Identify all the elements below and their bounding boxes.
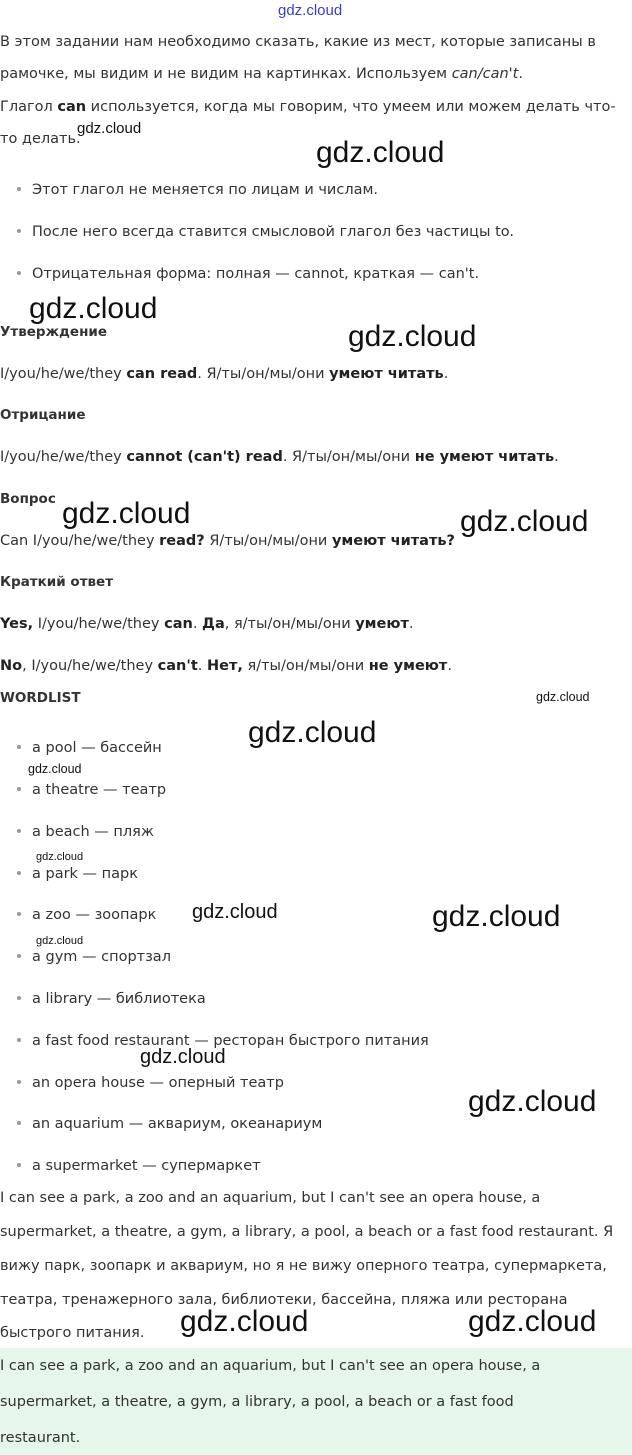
word-text: a park — парк — [32, 866, 138, 882]
watermark: gdz.cloud — [29, 292, 158, 325]
watermark: gdz.cloud — [348, 320, 477, 353]
example-bold: can — [164, 616, 193, 632]
example-bold: Yes, — [0, 616, 34, 632]
intro-line-3 — [0, 99, 616, 115]
negative-heading: Отрицание — [0, 407, 86, 423]
question-heading: Вопрос — [0, 491, 56, 507]
example-text: Can I/you/he/we/they — [0, 533, 160, 549]
bullet-dot-icon — [17, 1080, 21, 1084]
example-bold: умеют читать — [329, 366, 444, 382]
example-bold: No — [0, 658, 23, 674]
example-bold: can read — [126, 366, 198, 382]
negative-example — [0, 449, 559, 465]
word-text: a gym — спортзал — [32, 949, 171, 965]
example-text: , I/you/he/we/they — [22, 658, 158, 674]
bullet-dot-icon — [17, 912, 21, 916]
watermark: gdz.cloud — [28, 762, 82, 776]
wordlist-item — [17, 782, 166, 798]
word-text: a library — библиотека — [32, 991, 206, 1007]
example-bold: не умеют читать — [414, 449, 555, 465]
wordlist-heading: WORDLIST — [0, 690, 81, 706]
watermark: gdz.cloud — [536, 690, 590, 704]
bullet-dot-icon — [17, 271, 21, 275]
example-bold: read? — [159, 533, 205, 549]
word-text: a supermarket — супермаркет — [32, 1158, 261, 1174]
solution-line: театра, тренажерного зала, библиотеки, бассейна, пляжа или ресторана — [0, 1292, 568, 1308]
bullet-dot-icon — [17, 871, 21, 875]
solution-line: вижу парк, зоопарк и аквариум, но я не вижу оперного театра, супермаркета, — [0, 1258, 607, 1274]
watermark: gdz.cloud — [180, 1305, 309, 1338]
word-text: an opera house — оперный театр — [32, 1075, 284, 1091]
affirm-example — [0, 366, 448, 382]
wordlist-item — [17, 1158, 261, 1174]
example-bold: умеют — [355, 616, 409, 632]
short-answer-no — [0, 658, 452, 674]
solution-line: I can see a park, a zoo and an aquarium, but I can't see an opera house, a — [0, 1190, 541, 1206]
example-text: . Я/ты/он/мы/они — [197, 366, 330, 382]
bullet-dot-icon — [17, 996, 21, 1000]
example-text: , я/ты/он/мы/они — [224, 616, 356, 632]
rule-item — [17, 224, 514, 240]
word-text: a beach — пляж — [32, 824, 154, 840]
example-text: . — [197, 658, 207, 674]
example-text: I/you/he/we/they — [0, 449, 127, 465]
affirm-heading: Утверждение — [0, 324, 108, 340]
word-text: a pool — бассейн — [32, 740, 162, 756]
word-text: a zoo — зоопарк — [32, 907, 157, 923]
rule-item — [17, 266, 479, 282]
watermark: gdz.cloud — [192, 901, 278, 923]
solution-line: supermarket, a theatre, a gym, a library, a pool, a beach or a fast food restaurant. Я — [0, 1224, 614, 1240]
rule-text: Этот глагол не меняется по лицам и числам. — [32, 182, 379, 198]
bullet-dot-icon — [17, 829, 21, 833]
word-text: a fast food restaurant — ресторан быстрого питания — [32, 1033, 429, 1049]
wordlist-item — [17, 907, 156, 923]
bullet-dot-icon — [17, 787, 21, 791]
rule-item — [17, 182, 378, 198]
short-answer-yes — [0, 616, 413, 632]
intro-period: . — [518, 66, 523, 82]
watermark: gdz.cloud — [36, 935, 84, 947]
example-bold: Да — [202, 616, 225, 632]
wordlist-item — [17, 991, 206, 1007]
intro-text: Глагол — [0, 99, 58, 115]
rule-text: После него всегда ставится смысловой глагол без частицы to. — [32, 224, 515, 240]
example-text: . — [192, 616, 203, 632]
watermark: gdz.cloud — [468, 1305, 597, 1338]
answer-line: supermarket, a theatre, a gym, a library, a pool, a beach or a fast food — [0, 1394, 514, 1410]
wordlist-item — [17, 824, 154, 840]
watermark: gdz.cloud — [432, 900, 561, 933]
bullet-dot-icon — [17, 187, 21, 191]
example-bold: Нет, — [206, 658, 243, 674]
example-text: . — [447, 658, 452, 674]
example-bold: не умеют — [368, 658, 448, 674]
example-text: . Я/ты/он/мы/они — [282, 449, 415, 465]
wordlist-item — [17, 866, 138, 882]
intro-text: используется, когда мы говорим, что умеем или можем делать что- — [86, 99, 616, 115]
example-bold: cannot (can't) read — [126, 449, 283, 465]
watermark: gdz.cloud — [316, 136, 445, 169]
watermark: gdz.cloud — [468, 1085, 597, 1118]
intro-line-2 — [0, 66, 523, 82]
short-answer-heading: Краткий ответ — [0, 574, 114, 590]
bullet-dot-icon — [17, 1121, 21, 1125]
example-bold: can't — [157, 658, 198, 674]
question-example — [0, 533, 455, 549]
word-text: an aquarium — аквариум, океанариум — [32, 1116, 323, 1132]
watermark: gdz.cloud — [36, 851, 84, 863]
bullet-dot-icon — [17, 954, 21, 958]
answer-line: I can see a park, a zoo and an aquarium, but I can't see an opera house, a — [0, 1358, 541, 1374]
watermark: gdz.cloud — [460, 505, 589, 538]
example-bold: умеют читать? — [331, 533, 455, 549]
intro-line-1: В этом задании нам необходимо сказать, какие из мест, которые записаны в — [0, 34, 596, 50]
wordlist-item — [17, 1116, 322, 1132]
bullet-dot-icon — [17, 1163, 21, 1167]
example-text: . — [554, 449, 559, 465]
rule-text: Отрицательная форма: полная — cannot, краткая — can't. — [32, 266, 480, 282]
example-text: . — [443, 366, 449, 382]
can-cant-term: can/can't — [451, 66, 519, 82]
watermark: gdz.cloud — [248, 716, 377, 749]
wordlist-item — [17, 1075, 284, 1091]
example-text: I/you/he/we/they — [0, 366, 127, 382]
watermark: gdz.cloud — [140, 1046, 226, 1068]
bullet-dot-icon — [17, 229, 21, 233]
example-text: Я/ты/он/мы/они — [204, 533, 332, 549]
example-text: . — [408, 616, 414, 632]
bullet-dot-icon — [17, 1038, 21, 1042]
example-text: я/ты/он/мы/они — [242, 658, 369, 674]
intro-line-4: то делать. — [0, 131, 81, 147]
wordlist-item — [17, 949, 171, 965]
wordlist-item — [17, 740, 162, 756]
example-text: I/you/he/we/they — [33, 616, 165, 632]
solution-line: быстрого питания. — [0, 1325, 145, 1341]
watermark: gdz.cloud — [77, 120, 142, 137]
intro-text: рамочке, мы видим и не видим на картинках. Используем — [0, 66, 452, 82]
bullet-dot-icon — [17, 745, 21, 749]
word-text: a theatre — театр — [32, 782, 167, 798]
can-term: can — [57, 99, 87, 115]
watermark: gdz.cloud — [62, 497, 191, 530]
answer-line: restaurant. — [0, 1430, 81, 1446]
top-watermark: gdz.cloud — [278, 2, 343, 19]
